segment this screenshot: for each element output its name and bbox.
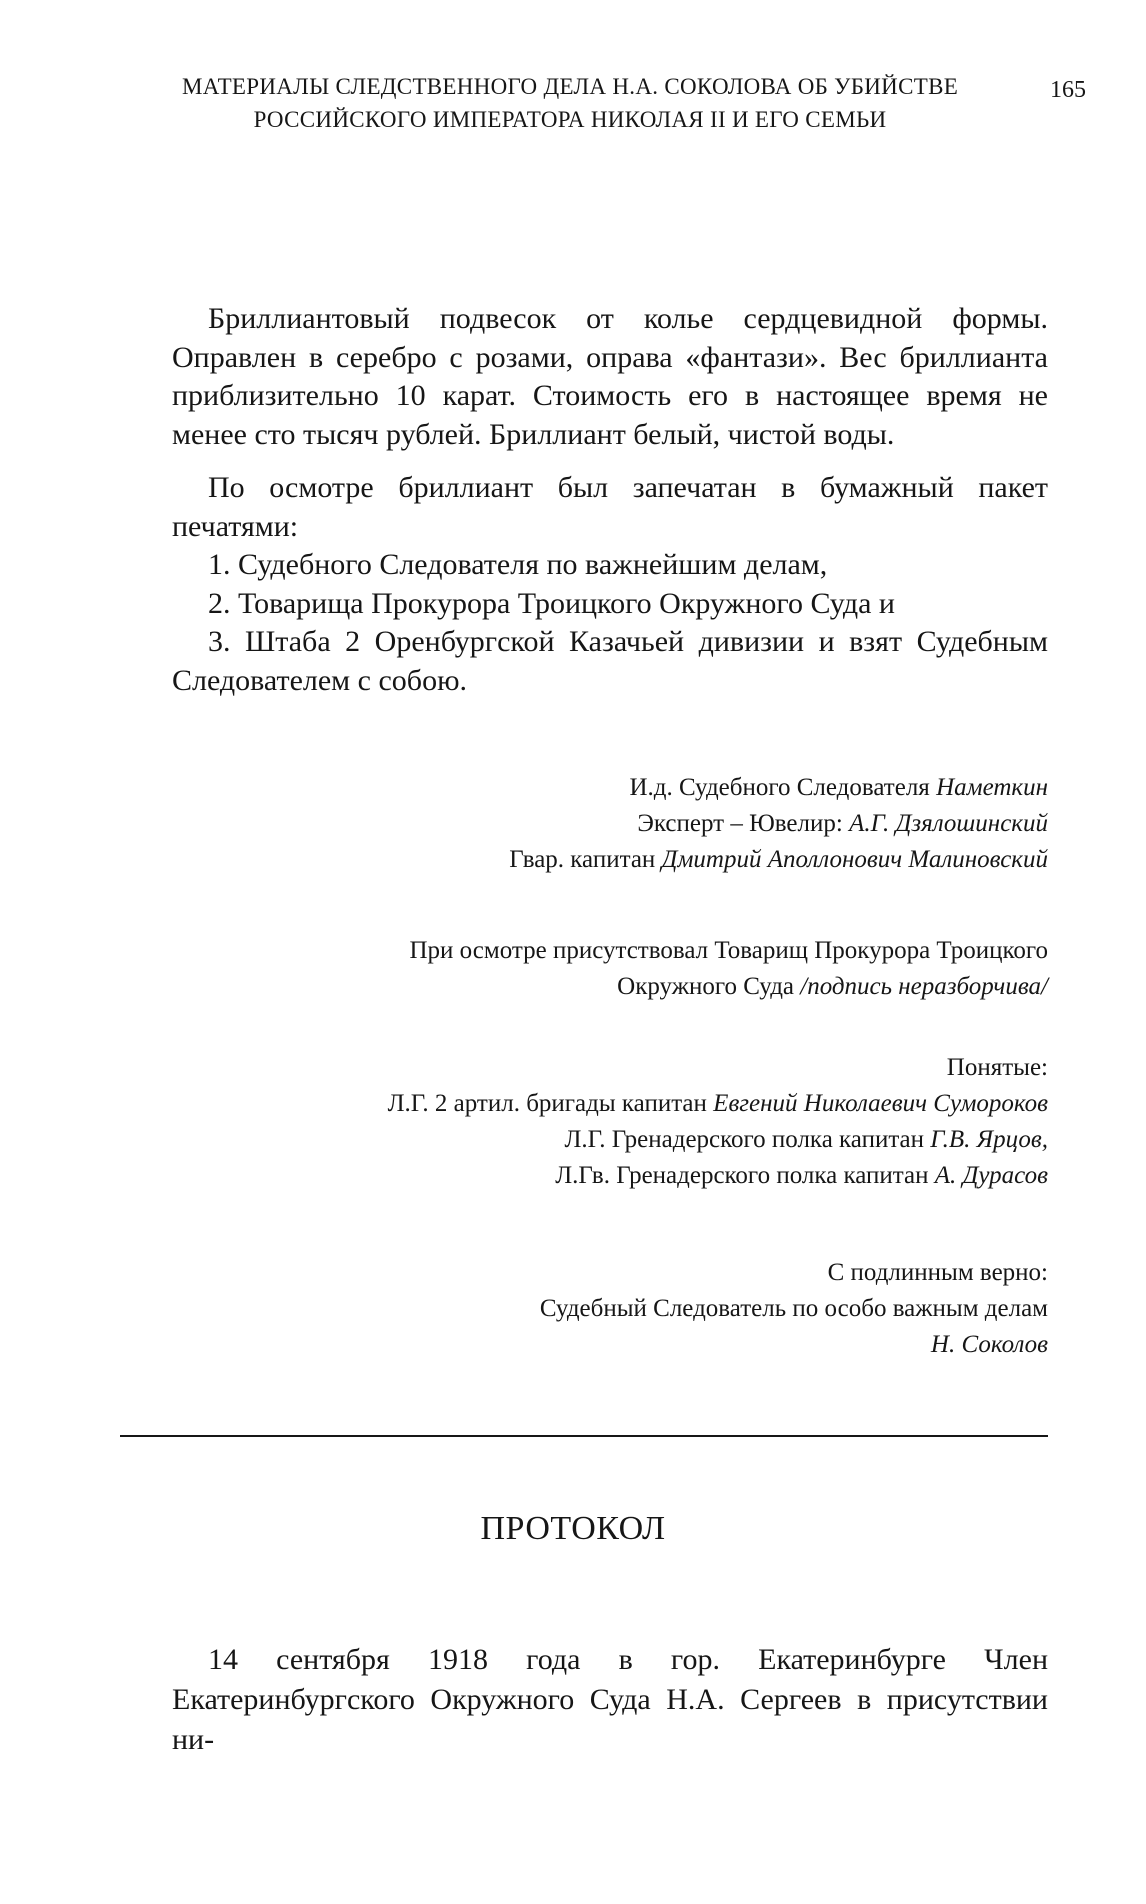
signature-expert: Эксперт – Ювелир: А.Г. Дзялошинский: [637, 810, 1048, 837]
witness-1: Л.Г. 2 артил. бригады капитан Евгений Николаевич Сумороков: [387, 1090, 1048, 1117]
investigator-role: Судебный Следователь по особо важным делам: [539, 1295, 1048, 1322]
running-header: [150, 70, 990, 136]
header-line-1: МАТЕРИАЛЫ СЛЕДСТВЕННОГО ДЕЛА Н.А. СОКОЛОВА ОБ УБИЙСТВЕ: [181, 74, 959, 99]
signature-name: Евгений Николаевич Сумороков: [713, 1090, 1048, 1117]
header-line-2: РОССИЙСКОГО ИМПЕРАТОРА НИКОЛАЯ II И ЕГО СЕМЬИ: [253, 107, 887, 132]
section-divider: [120, 1435, 1048, 1437]
illegible-signature-note: /подпись неразборчива/: [800, 973, 1048, 1000]
witness-3: Л.Гв. Гренадерского полка капитан А. Дурасов: [555, 1162, 1048, 1189]
signature-block-witnesses: [172, 1050, 1048, 1194]
prosecutor-line-1: При осмотре присутствовал Товарищ Прокурора Троицкого: [409, 937, 1048, 964]
paragraph-diamond-description: Бриллиантовый подвесок от колье сердцевидной формы. Оправлен в серебро с розами, оправа «фантази». Вес бриллианта приблизительно 10 карат. Стоимость его в настоящее время не менее сто тысяч рублей. Бриллиант белый, чистой воды.: [172, 302, 1048, 451]
seal-item-2: 2. Товарища Прокурора Троицкого Окружного Суда и: [208, 586, 895, 620]
signature-investigator-acting: И.д. Судебного Следователя Наметкин: [629, 774, 1048, 801]
signature-block-certification: [172, 1255, 1048, 1363]
witnesses-label: Понятые:: [946, 1054, 1048, 1081]
seal-item-3: 3. Штаба 2 Оренбургской Казачьей дивизии и взят Судебным Следователем с собою.: [172, 625, 1048, 697]
signature-block-officials: [172, 770, 1048, 878]
certified-label: С подлинным верно:: [827, 1259, 1048, 1286]
protocol-opening-paragraph: 14 сентября 1918 года в гор. Екатеринбурге Член Екатеринбургского Окружного Суда Н.А. Сергеев в присутствии ни-: [172, 1643, 1048, 1756]
signature-name: Дмитрий Аполлонович Малиновский: [661, 846, 1048, 873]
signature-guard-captain: Гвар. капитан Дмитрий Аполлонович Малиновский: [509, 846, 1048, 873]
page-number: 165: [1050, 77, 1086, 103]
seal-item-1: 1. Судебного Следователя по важнейшим делам,: [208, 548, 828, 581]
signature-block-prosecutor: [172, 933, 1048, 1005]
prosecutor-line-2: Окружного Суда /подпись неразборчива/: [617, 973, 1048, 1000]
signature-name: А. Дурасов: [934, 1162, 1048, 1189]
witness-2: Л.Г. Гренадерского полка капитан Г.В. Ярцов,: [564, 1126, 1048, 1153]
paragraph-sealing: По осмотре бриллиант был запечатан в бумажный пакет печатями:: [172, 471, 1048, 543]
investigator-name: Н. Соколов: [930, 1331, 1048, 1358]
signature-name: А.Г. Дзялошинский: [849, 810, 1048, 837]
protocol-title: ПРОТОКОЛ: [480, 1510, 666, 1547]
signature-name: Наметкин: [936, 774, 1048, 801]
signature-name: Г.В. Ярцов,: [930, 1126, 1048, 1153]
body-text: [172, 300, 1048, 700]
